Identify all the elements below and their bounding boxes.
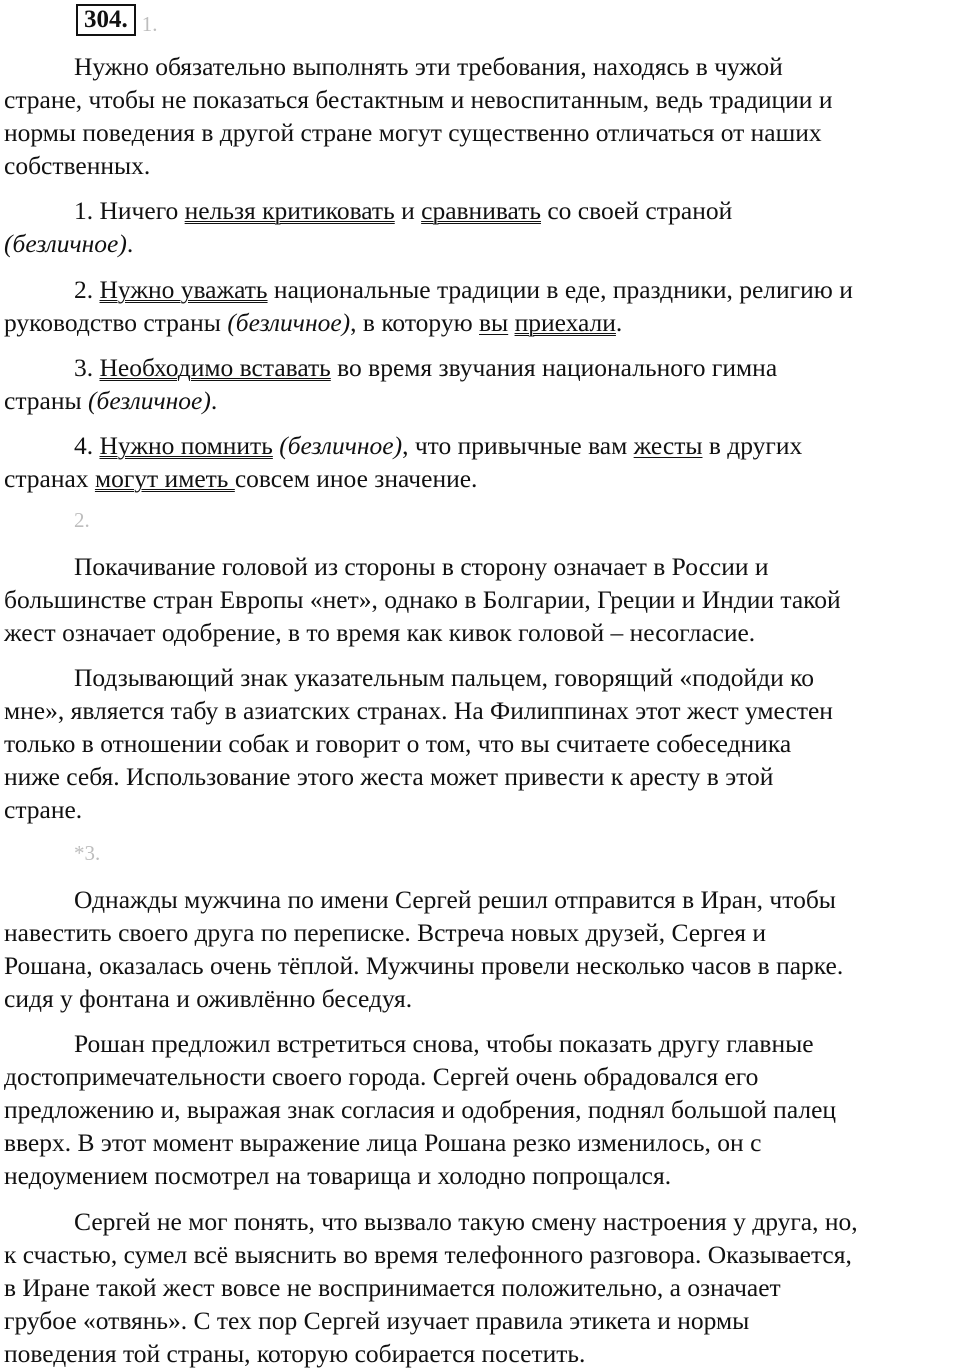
text-line: Покачивание головой из стороны в сторону означает в России и — [74, 552, 769, 581]
text-line: только в отношении собак и говорит о том, что вы считаете собеседника — [4, 729, 792, 758]
predicate: Необходимо вставать — [99, 353, 331, 382]
text-line: страны (безличное). — [4, 386, 218, 415]
text-line: навестить своего друга по переписке. Встреча новых друзей, Сергея и — [4, 918, 767, 947]
exercise-number: 304. — [76, 4, 136, 36]
exercise-header — [76, 4, 158, 38]
text-line: Нужно обязательно выполнять эти требования, находясь в чужой — [74, 52, 783, 81]
text-line: 1. Ничего нельзя критиковать и сравнивать со своей страной — [74, 196, 733, 225]
text-line: 4. Нужно помнить (безличное), что привычные вам жесты в других — [74, 431, 803, 460]
text-line: Подзывающий знак указательным пальцем, говорящий «подойди ко — [74, 663, 814, 692]
text-line: руководство страны (безличное), в которую вы приехали. — [4, 308, 623, 337]
text-line: Рошана, оказалась очень тёплой. Мужчины провели несколько часов в парке. — [4, 951, 844, 980]
note-impersonal: (безличное) — [279, 431, 403, 460]
text-line: грубое «отвянь». С тех пор Сергей изучает правила этикета и нормы — [4, 1306, 750, 1335]
text-line: 3. Необходимо вставать во время звучания национального гимна — [74, 353, 778, 382]
text-line: (безличное). — [4, 229, 134, 258]
predicate: Нужно уважать — [99, 275, 268, 304]
text-line: сидя у фонтана и оживлённо беседуя. — [4, 984, 413, 1013]
predicate: нельзя критиковать — [184, 196, 395, 225]
text-line: Однажды мужчина по имени Сергей решил отправится в Иран, чтобы — [74, 885, 836, 914]
text-line: достопримечательности своего города. Сергей очень обрадовался его — [4, 1062, 759, 1091]
predicate: могут иметь — [94, 464, 235, 493]
predicate: Нужно помнить — [99, 431, 273, 460]
text-line: Рошан предложил встретиться снова, чтобы показать другу главные — [74, 1029, 814, 1058]
subject: жесты — [633, 431, 703, 460]
text-line: стране, чтобы не показаться бестактным и невоспитанным, ведь традиции и — [4, 85, 833, 114]
predicate: приехали — [514, 308, 616, 337]
text-line: вверх. В этот момент выражение лица Рошана резко изменилось, он с — [4, 1128, 762, 1157]
text-line: стране. — [4, 795, 83, 824]
text-line: поведения той страны, которую собирается посетить. — [4, 1339, 586, 1368]
text-line: жест означает одобрение, в то время как кивок головой – несогласие. — [4, 618, 756, 647]
part-label-3: *3. — [74, 841, 101, 865]
note-impersonal: (безличное) — [4, 229, 127, 258]
text-line: собственных. — [4, 151, 151, 180]
text-line: мне», является табу в азиатских странах. На Филиппинах этот жест уместен — [4, 696, 833, 725]
predicate: сравнивать — [421, 196, 541, 225]
text-line: 2. Нужно уважать национальные традиции в еде, праздники, религию и — [74, 275, 853, 304]
text-line: нормы поведения в другой стране могут существенно отличаться от наших — [4, 118, 822, 147]
subject: вы — [479, 308, 509, 337]
text-line: в Иране такой жест вовсе не воспринимается положительно, а означает — [4, 1273, 781, 1302]
text-line: ниже себя. Использование этого жеста может привести к аресту в этой — [4, 762, 774, 791]
note-impersonal: (безличное) — [227, 308, 351, 337]
part-label-2: 2. — [74, 508, 90, 532]
text-line: большинстве стран Европы «нет», однако в Болгарии, Греции и Индии такой — [4, 585, 841, 614]
text-line: Сергей не мог понять, что вызвало такую смену настроения у друга, но, — [74, 1207, 858, 1236]
part-label-1: 1. — [141, 12, 158, 36]
text-line: странах могут иметь совсем иное значение. — [4, 464, 478, 493]
text-line: недоумением посмотрел на товарища и холодно попрощался. — [4, 1161, 672, 1190]
text-line: к счастью, сумел всё выяснить во время телефонного разговора. Оказывается, — [4, 1240, 852, 1269]
note-impersonal: (безличное) — [88, 386, 211, 415]
text-line: предложению и, выражая знак согласия и одобрения, поднял большой палец — [4, 1095, 837, 1124]
